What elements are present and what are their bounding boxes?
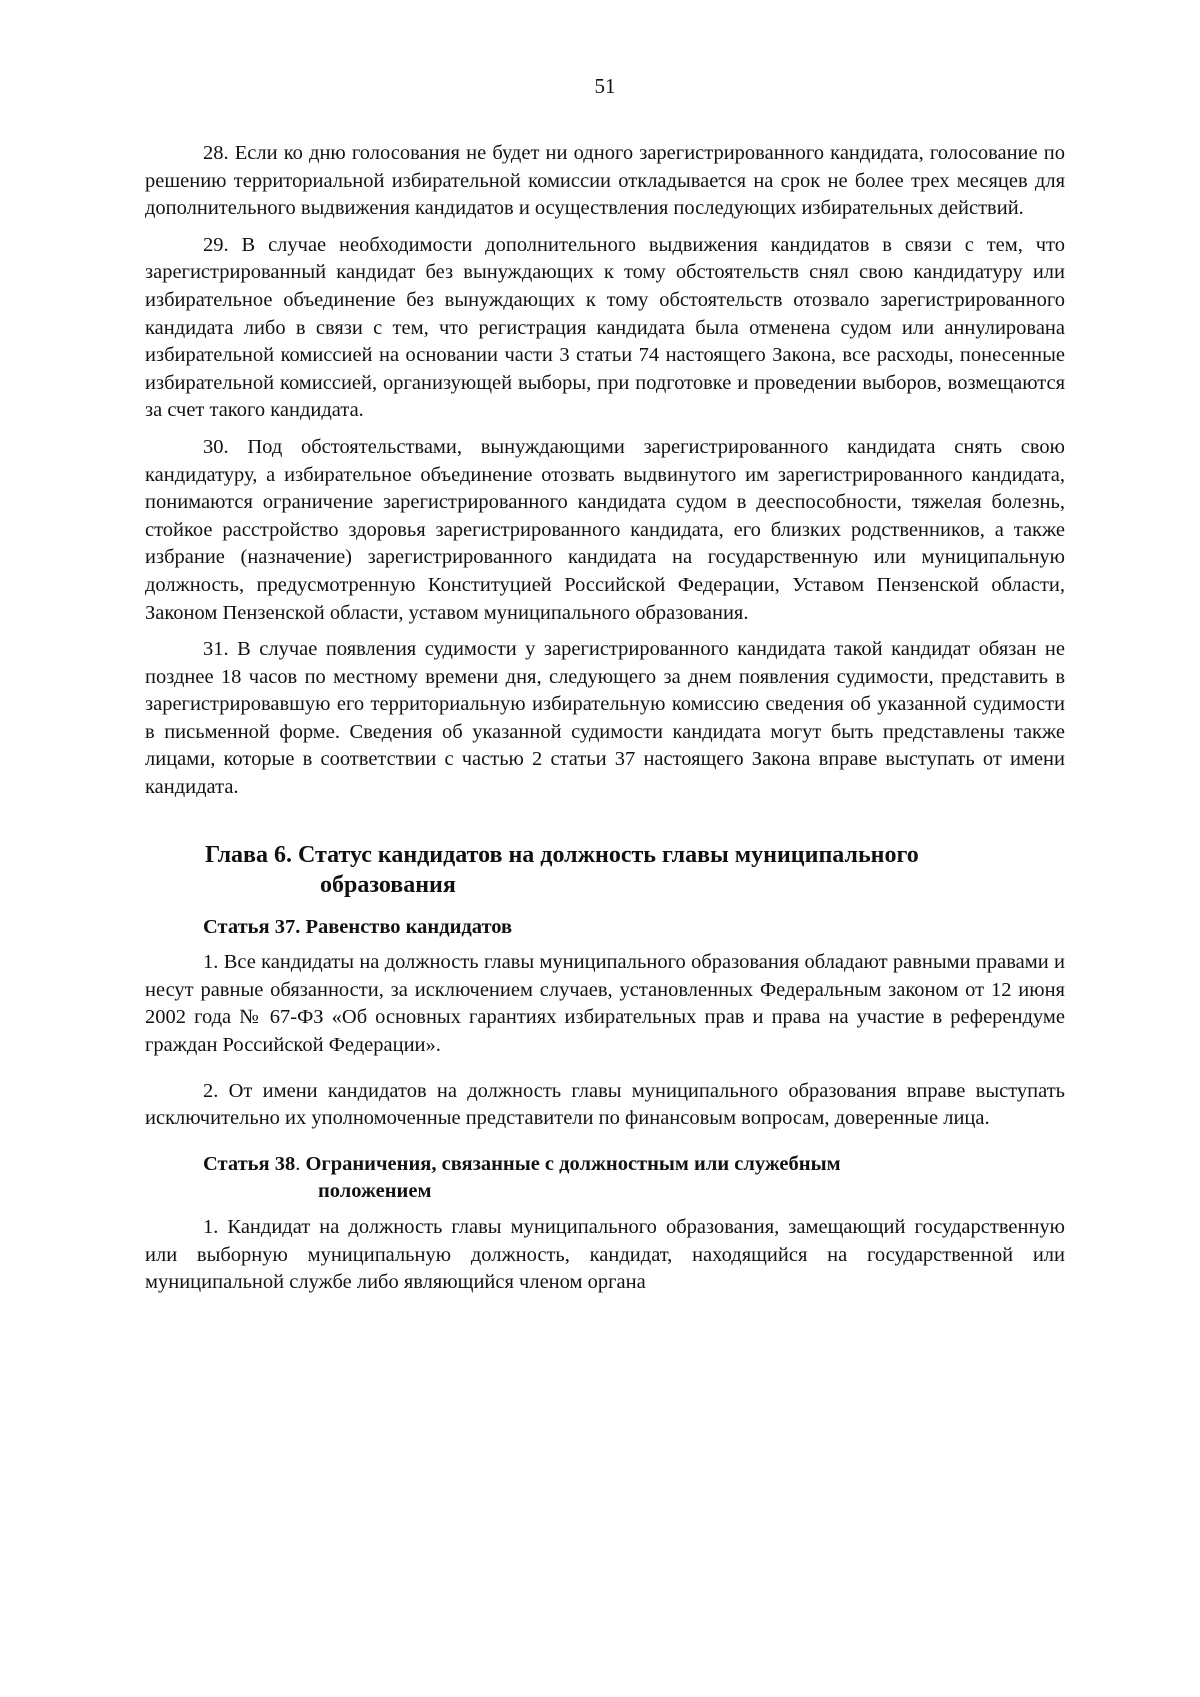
article-38-title-line1: Ограничения, связанные с должностным или служебным [300,1152,841,1175]
article-38-title-line2: положением [318,1180,432,1203]
article-38-title [145,1151,1065,1206]
paragraph-28: 28. Если ко дню голосования не будет ни одного зарегистрированного кандидата, голосование по решению территориальной избирательной комиссии откладывается на срок не более трех месяцев для дополнительного выдвижения кандидатов и осуществления последующих избирательных действий. [145,142,1065,220]
article-37-paragraph-1: 1. Все кандидаты на должность главы муниципального образования обладают равными правами и несут равные обязанности, за исключением случаев, установленных Федеральным законом от 12 июня 2002 года № 67-ФЗ «Об основных гарантиях избирательных прав и права на участие в референдуме граждан Российской Федерации». [145,951,1065,1057]
article-37-title: Статья 37. Равенство кандидатов [203,915,513,938]
article-38-paragraph-1: 1. Кандидат на должность главы муниципального образования, замещающий государственную или выборную муниципальную должность, кандидат, находящийся на государственной или муниципальной службе либо являющийся членом органа [145,1216,1065,1294]
document-body [145,140,1065,1306]
article-38-separator: . [295,1152,301,1175]
chapter-title [145,840,1065,900]
page-number: 51 [594,74,616,98]
chapter-title-line1: Глава 6. Статус кандидатов на должность главы муниципального [205,841,919,868]
article-37-paragraph-2: 2. От имени кандидатов на должность главы муниципального образования вправе выступать исключительно их уполномоченные представители по финансовым вопросам, доверенные лица. [145,1079,1065,1130]
paragraph-31: 31. В случае появления судимости у зарегистрированного кандидата такой кандидат обязан не позднее 18 часов по местному времени дня, следующего за днем появления судимости, представить в зарегистрировавшую его территориальную избирательную комиссию сведения об указанной судимости в письменной форме. Сведения об указанной судимости кандидата могут быть представлены также лицами, которые в соответствии с частью 2 статьи 37 настоящего Закона вправе выступать от имени кандидата. [145,638,1065,799]
article-38-number: Статья 38 [203,1152,296,1175]
paragraph-29: 29. В случае необходимости дополнительного выдвижения кандидатов в связи с тем, что зарегистрированный кандидат без вынуждающих к тому обстоятельств снял свою кандидатуру или избирательное объединение без вынуждающих к тому обстоятельств отозвало зарегистрированного кандидата либо в связи с тем, что регистрация кандидата была отменена судом или аннулирована избирательной комиссией на основании части 3 статьи 74 настоящего Закона, все расходы, понесенные избирательной комиссией, организующей выборы, при подготовке и проведении выборов, возмещаются за счет такого кандидата. [145,233,1065,422]
chapter-title-line2: образования [320,871,456,898]
paragraph-30: 30. Под обстоятельствами, вынуждающими зарегистрированного кандидата снять свою кандидатуру, а избирательное объединение отозвать выдвинутого им зарегистрированного кандидата, понимаются ограничение зарегистрированного кандидата судом в дееспособности, тяжелая болезнь, стойкое расстройство здоровья зарегистрированного кандидата, его близких родственников, а также избрание (назначение) зарегистрированного кандидата на государственную или муниципальную должность, предусмотренную Конституцией Российской Федерации, Уставом Пензенской области, Законом Пензенской области, уставом муниципального образования. [145,435,1065,624]
